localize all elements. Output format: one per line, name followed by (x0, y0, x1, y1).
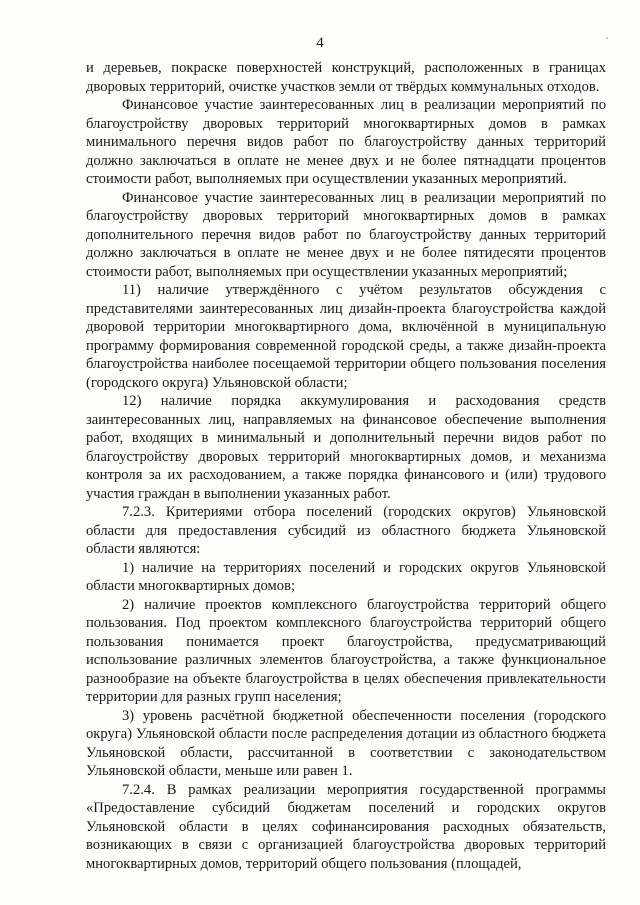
section-7-2-3: 7.2.3. Критериями отбора поселений (городских округов) Ульяновской области для предоставления субсидий из областного бюджета Ульяновской области являются: (86, 504, 606, 557)
list-item-11: 11) наличие утверждённого с учётом результатов обсуждения с представителями заинтересованных лиц дизайн-проекта благоустройства каждой дворовой территории многоквартирного дома, включённой в муниципальную программу формирования современной городской среды, а также дизайн-проекта благоустройства наиболее посещаемой территории общего пользования поселения (городского округа) Ульяновской области; (86, 282, 606, 391)
page-number: 4 (316, 35, 324, 51)
criterion-1: 1) наличие на территориях поселений и городских округов Ульяновской области многоквартирных домов; (86, 559, 606, 594)
section-7-2-4: 7.2.4. В рамках реализации мероприятия государственной программы «Предоставление субсидий бюджетам поселений и городских округов Ульяновской области в целях софинансирования расходных обязательств, возникающих в связи с организацией благоустройства дворовых территорий многоквартирных домов, территорий общего пользования (площадей, (86, 781, 606, 872)
list-item-12: 12) наличие порядка аккумулирования и расходования средств заинтересованных лиц, направляемых на финансовое обеспечение выполнения работ, входящих в минимальный и дополнительный перечни видов работ по благоустройству дворовых территорий многоквартирных домов, и механизма контроля за их расходованием, а также порядка финансового и (или) трудового участия граждан в выполнении указанных работ. (86, 393, 606, 502)
criterion-3: 3) уровень расчётной бюджетной обеспеченности поселения (городского округа) Ульяновской области после распределения дотации из областного бюджета Ульяновской области, рассчитанной в соответствии с законодательством Ульяновской области, меньше или равен 1. (86, 707, 606, 779)
paragraph-continuation: и деревьев, покраске поверхностей конструкций, расположенных в границах дворовых территорий, очистке участков земли от твёрдых коммунальных отходов. (86, 60, 606, 95)
criterion-2: 2) наличие проектов комплексного благоустройства территорий общего пользования. Под проектом комплексного благоустройства территорий общего пользования понимается проект благоустройства, предусматривающий использование различных элементов благоустройства, а также функциональное разнообразие на объекте благоустройства в целях обеспечения привлекательности территории для разных групп населения; (86, 596, 606, 705)
document-body (86, 59, 606, 873)
scan-speck (606, 37, 608, 39)
paragraph-additional-list-participation: Финансовое участие заинтересованных лиц в реализации мероприятий по благоустройству дворовых территорий многоквартирных домов в рамках дополнительного перечня видов работ по благоустройству данных территорий должно заключаться в оплате не менее двух и не более пятидесяти процентов стоимости работ, выполняемых при осуществлении указанных мероприятий; (86, 189, 606, 280)
paragraph-minimal-list-participation: Финансовое участие заинтересованных лиц в реализации мероприятий по благоустройству дворовых территорий многоквартирных домов в рамках минимального перечня видов работ по благоустройству данных территорий должно заключаться в оплате не менее двух и не более пятнадцати процентов стоимости работ, выполняемых при осуществлении указанных мероприятий. (86, 97, 606, 187)
